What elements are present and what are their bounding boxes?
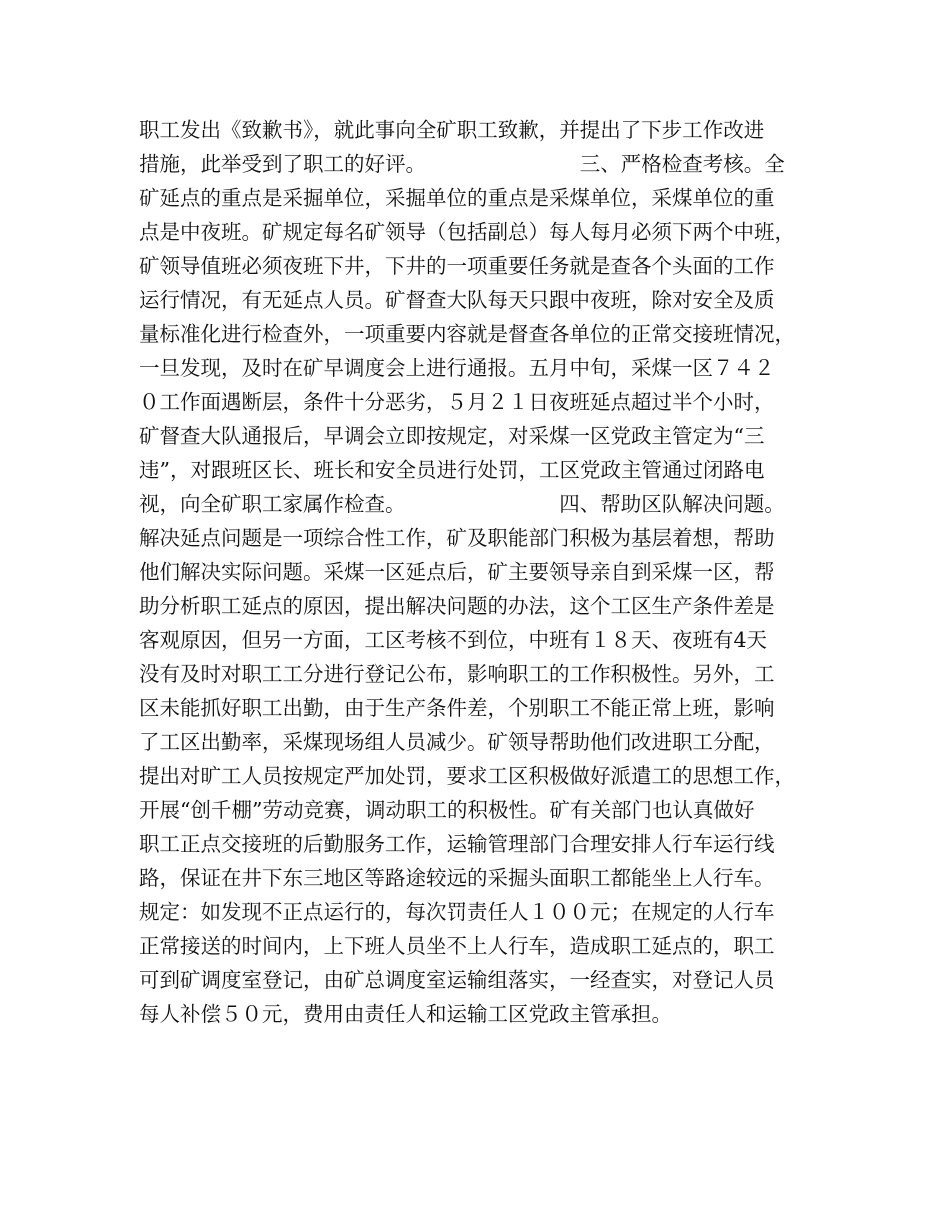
text-line: 每人补偿５０元，费用由责任人和运输工区党政主管承担。	[139, 1002, 672, 1026]
text-line: 视，向全矿职工家属作检查。 四、帮助区队解决问题。	[139, 492, 785, 516]
text-line: 职工正点交接班的后勤服务工作，运输管理部门合理安排人行车运行线	[139, 832, 775, 856]
text-line: 点是中夜班。矿规定每名矿领导（包括副总）每人每月必须下两个中班，	[139, 220, 795, 244]
text-line: 路，保证在井下东三地区等路途较远的采掘头面职工都能坐上人行车。	[139, 866, 775, 890]
text-line: 一旦发现，及时在矿早调度会上进行通报。五月中旬，采煤一区７４２	[139, 356, 775, 380]
text-line: 运行情况，有无延点人员。矿督查大队每天只跟中夜班，除对安全及质	[139, 288, 775, 312]
text-line: 量标准化进行检查外，一项重要内容就是督查各单位的正常交接班情况，	[139, 322, 795, 346]
text-line: 措施，此举受到了职工的好评。 三、严格检查考核。全	[139, 152, 785, 176]
text-line: 规定：如发现不正点运行的，每次罚责任人１００元；在规定的人行车	[139, 900, 775, 924]
text-line: 矿延点的重点是采掘单位，采掘单位的重点是采煤单位，采煤单位的重	[139, 186, 775, 210]
text-line: 区未能抓好职工出勤，由于生产条件差，个别职工不能正常上班，影响	[139, 696, 775, 720]
text-line: 解决延点问题是一项综合性工作，矿及职能部门积极为基层着想，帮助	[139, 526, 775, 550]
text-line: 了工区出勤率，采煤现场组人员减少。矿领导帮助他们改进职工分配，	[139, 730, 775, 754]
text-line: 矿督查大队通报后，早调会立即按规定，对采煤一区党政主管定为“三	[139, 424, 765, 448]
text-line: 可到矿调度室登记，由矿总调度室运输组落实，一经查实，对登记人员	[139, 968, 775, 992]
text-line: 职工发出《致歉书》，就此事向全矿职工致歉，并提出了下步工作改进	[139, 118, 765, 142]
text-line: 开展“创千棚”劳动竞赛，调动职工的积极性。矿有关部门也认真做好	[139, 798, 755, 822]
text-line: 提出对旷工人员按规定严加处罚，要求工区积极做好派遣工的思想工作，	[139, 764, 795, 788]
text-line: ０工作面遇断层，条件十分恶劣，５月２１日夜班延点超过半个小时，	[139, 390, 775, 414]
text-line: 他们解决实际问题。采煤一区延点后，矿主要领导亲自到采煤一区，帮	[139, 560, 775, 584]
body-text	[139, 113, 829, 1031]
text-line: 助分析职工延点的原因，提出解决问题的办法，这个工区生产条件差是	[139, 594, 775, 618]
text-line: 客观原因，但另一方面，工区考核不到位，中班有１８天、夜班有4天	[139, 628, 768, 652]
text-line: 矿领导值班必须夜班下井，下井的一项重要任务就是查各个头面的工作	[139, 254, 775, 278]
text-line: 没有及时对职工工分进行登记公布，影响职工的工作积极性。另外，工	[139, 662, 775, 686]
text-line: 违”，对跟班区长、班长和安全员进行处罚，工区党政主管通过闭路电	[139, 458, 765, 482]
text-line: 正常接送的时间内，上下班人员坐不上人行车，造成职工延点的，职工	[139, 934, 775, 958]
